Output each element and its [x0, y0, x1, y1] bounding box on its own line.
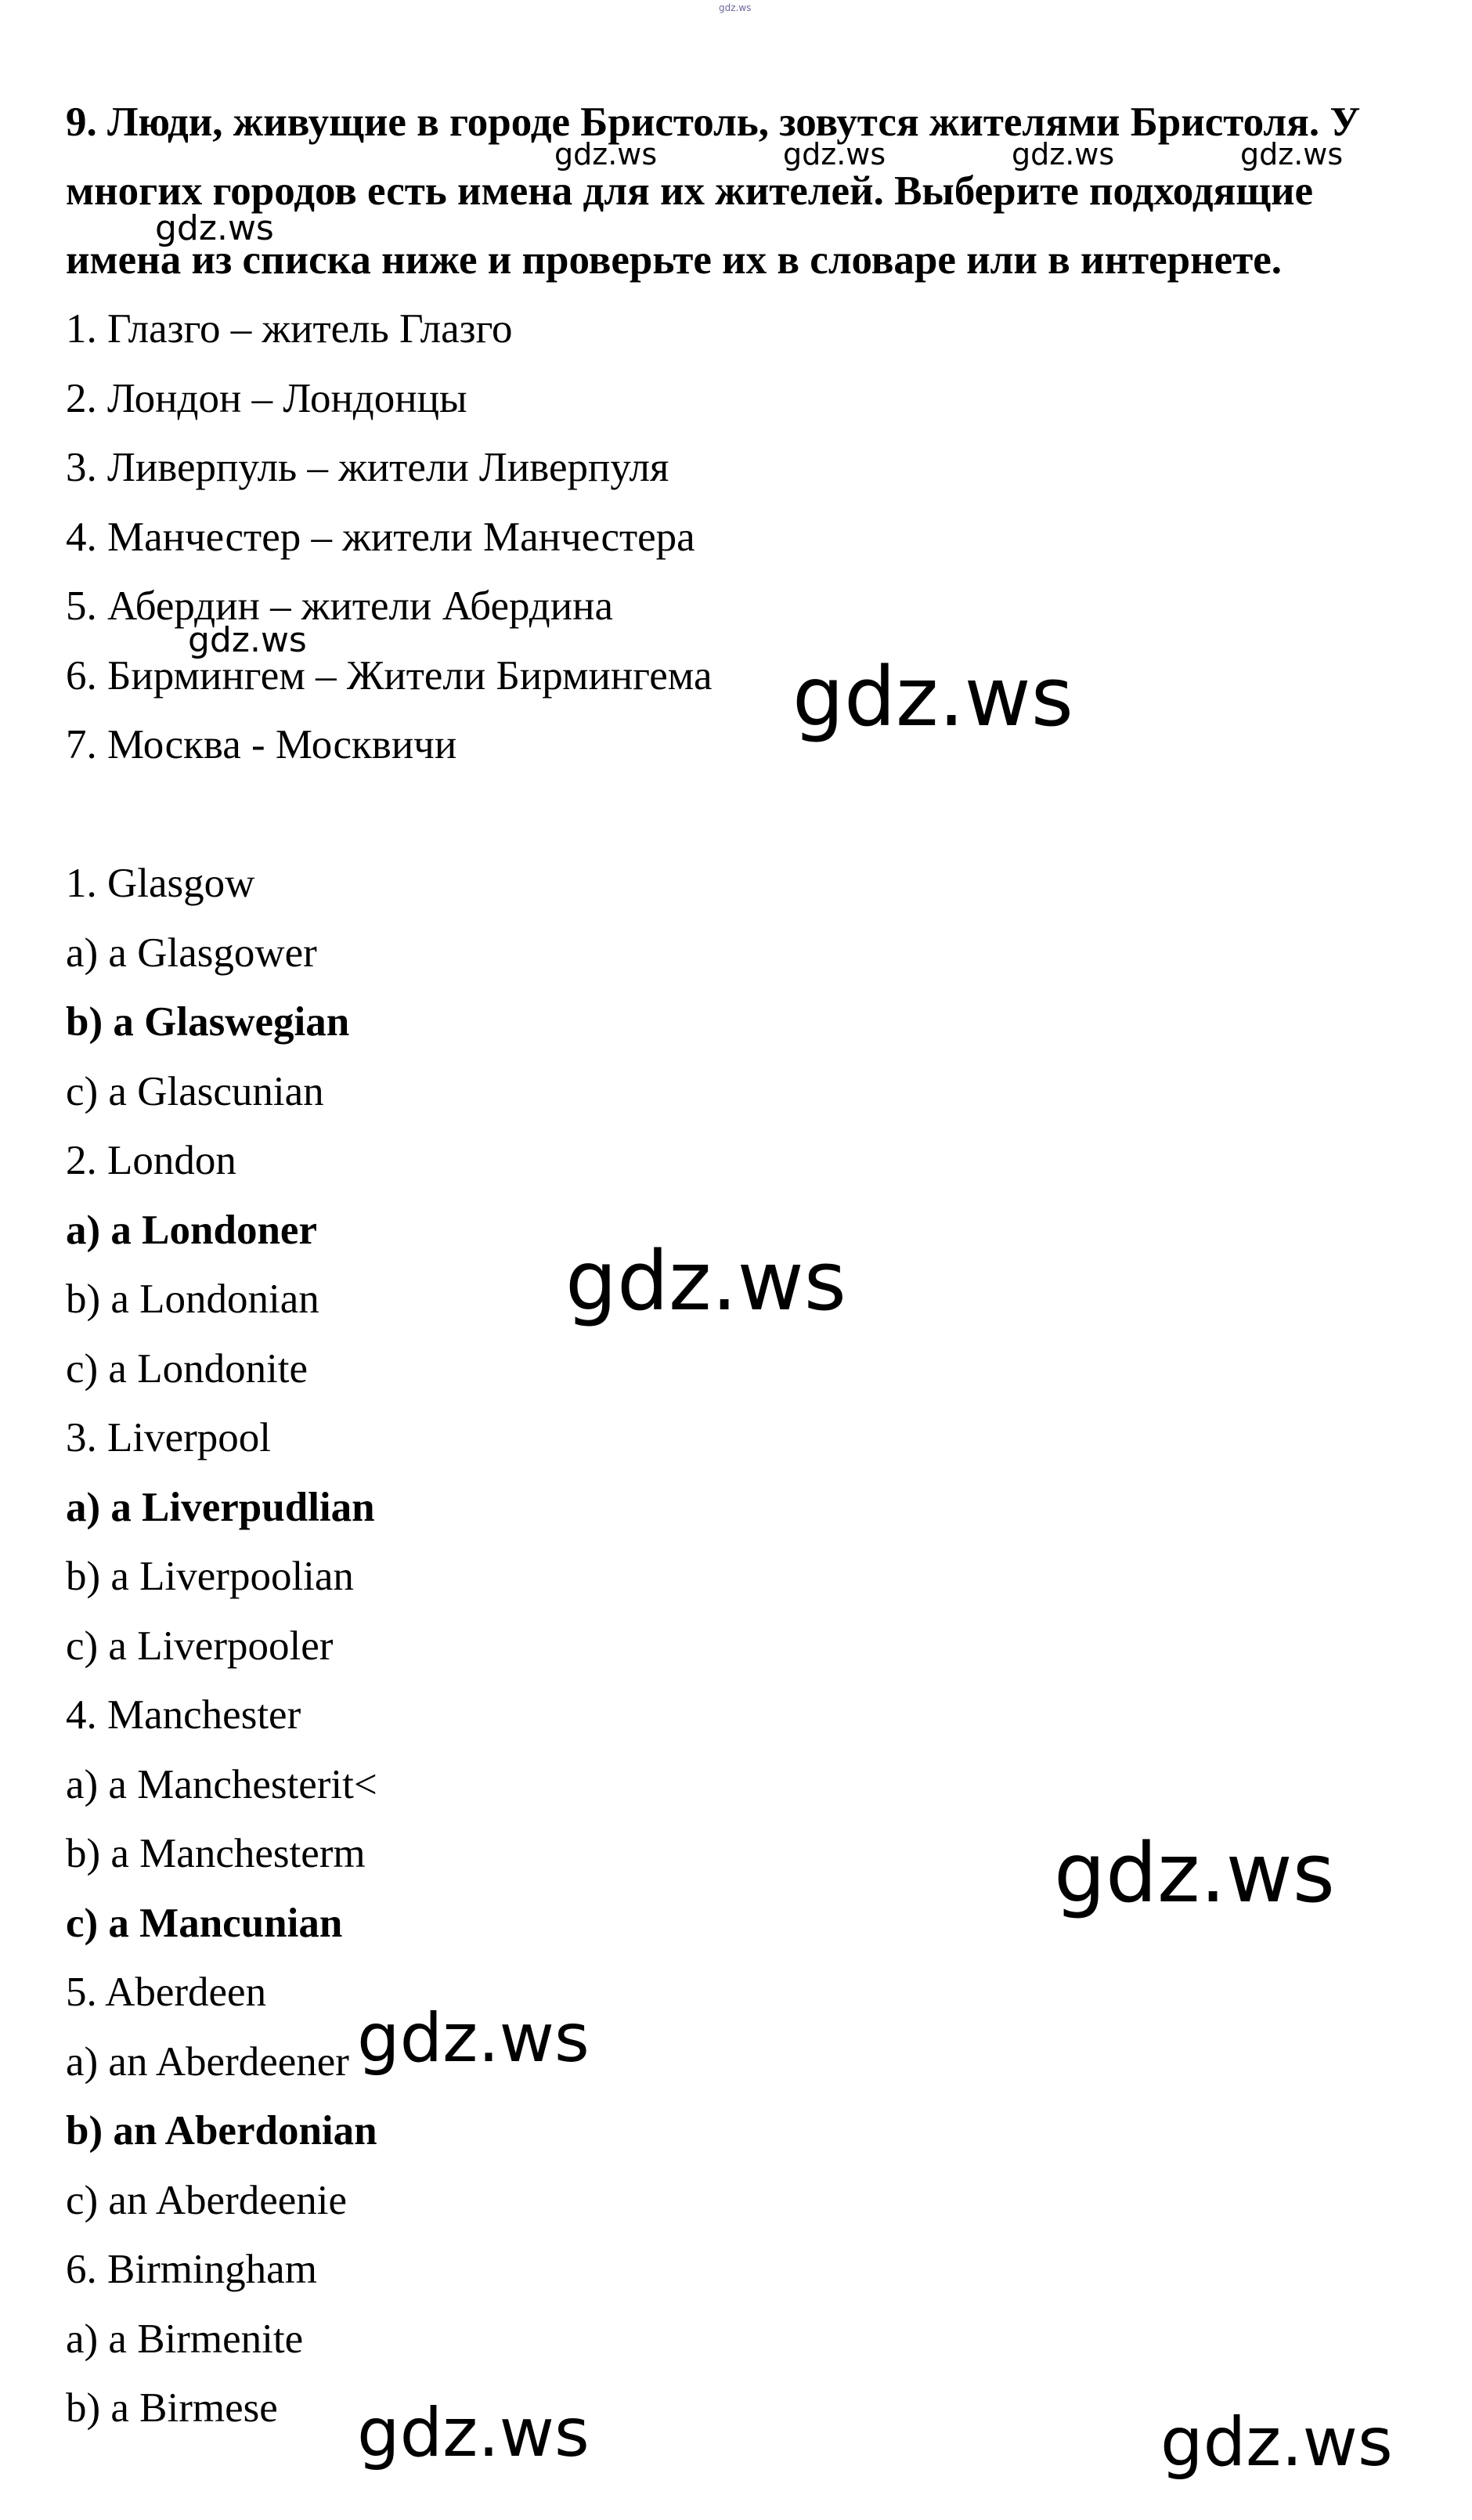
watermark: gdz.ws: [565, 1233, 846, 1329]
option-line: c) a Liverpooler: [66, 1623, 334, 1669]
option-line: a) a Birmenite: [66, 2316, 304, 2362]
watermark: gdz.ws: [1012, 137, 1115, 171]
watermark-top: gdz.ws: [719, 2, 752, 13]
list-item: 1. Глазго – житель Глазго: [66, 306, 513, 352]
option-line: 1. Glasgow: [66, 861, 255, 906]
option-line: 2. London: [66, 1138, 236, 1183]
option-line: c) a Glascunian: [66, 1068, 324, 1114]
blank-line: [66, 780, 1412, 850]
answers-ru-list: [66, 294, 1412, 780]
correct-option: a) a Londoner: [66, 1207, 317, 1253]
option-line: b) a Londonian: [66, 1276, 319, 1322]
option-line: a) a Manchesterit<: [66, 1761, 377, 1807]
correct-option: b) a Glaswegian: [66, 999, 350, 1045]
list-item: 6. Бирмингем – Жители Бирмингема: [66, 652, 713, 699]
watermark: gdz.ws: [792, 649, 1073, 745]
watermark: gdz.ws: [1240, 137, 1344, 171]
option-line: b) a Liverpoolian: [66, 1554, 354, 1599]
option-line: a) an Aberdeener: [66, 2038, 349, 2085]
option-line: b) a Birmese: [66, 2385, 278, 2431]
watermark: gdz.ws: [783, 137, 886, 171]
option-line: 5. Aberdeen: [66, 1969, 267, 2015]
option-line: c) an Aberdeenie: [66, 2177, 348, 2223]
correct-option: a) a Liverpudlian: [66, 1484, 375, 1530]
options-list: [66, 849, 1412, 2443]
option-line: 3. Liverpool: [66, 1415, 271, 1460]
watermark: gdz.ws: [188, 620, 307, 660]
list-item: 2. Лондон – Лондонцы: [66, 375, 467, 421]
watermark: gdz.ws: [357, 2394, 590, 2472]
list-item: 7. Москва - Москвичи: [66, 722, 457, 767]
watermark: gdz.ws: [155, 208, 274, 248]
watermark: gdz.ws: [357, 1999, 590, 2078]
task-heading: 9. Люди, живущие в городе Бристоль, зовутся жителями Бристоля. У многих городов есть имена для их жителей. Выберите подходящие имена из списка ниже и проверьте их в словаре или в интернете.: [66, 99, 1361, 283]
option-line: 4. Manchester: [66, 1692, 301, 1738]
correct-option: c) a Mancunian: [66, 1900, 343, 1946]
watermark: gdz.ws: [1054, 1825, 1335, 1921]
list-item: 5. Абердин – жители Абердина: [66, 583, 613, 629]
watermark: gdz.ws: [554, 137, 658, 171]
list-item: 3. Ливерпуль – жители Ливерпуля: [66, 445, 669, 490]
option-line: c) a Londonite: [66, 1345, 308, 1392]
option-line: 6. Birmingham: [66, 2247, 317, 2292]
option-line: b) a Manchesterm: [66, 1831, 366, 1876]
watermark: gdz.ws: [1160, 2403, 1393, 2482]
correct-option: b) an Aberdonian: [66, 2108, 377, 2154]
list-item: 4. Манчестер – жители Манчестера: [66, 514, 695, 560]
option-line: a) a Glasgower: [66, 930, 317, 976]
